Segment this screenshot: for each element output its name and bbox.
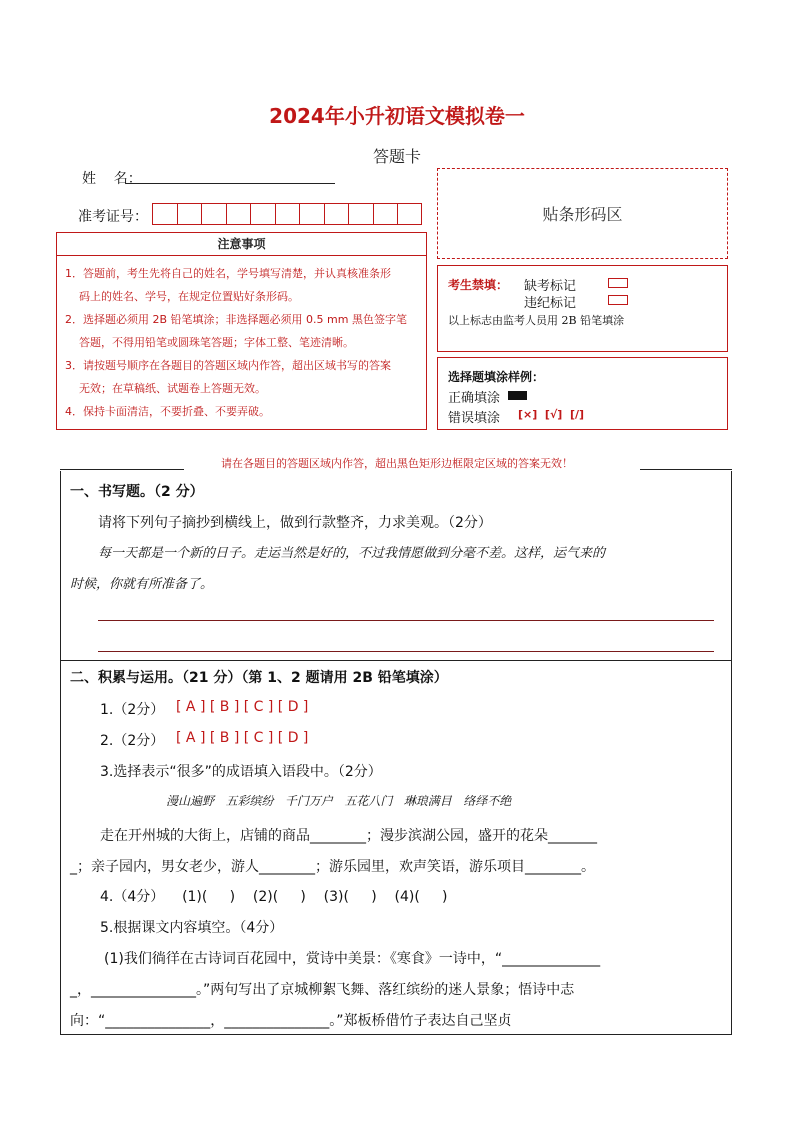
- writing-answer-line[interactable]: [98, 651, 714, 652]
- notice-item: 答题，不得用铅笔或圆珠笔答题；字体工整、笔迹清晰。: [79, 336, 354, 349]
- writing-answer-line[interactable]: [98, 620, 714, 621]
- id-digit-box[interactable]: [275, 203, 300, 225]
- notice-box: [56, 232, 427, 430]
- id-digit-box[interactable]: [299, 203, 324, 225]
- q5-line1: (1)我们徜徉在古诗词百花园中，赏诗中美景：《寒食》一诗中，“______________: [104, 951, 601, 967]
- warning-line-left: [60, 469, 184, 470]
- absent-mark-label: 缺考标记: [524, 279, 577, 294]
- notice-item: 无效；在草稿纸、试题卷上答题无效。: [79, 382, 266, 395]
- idiom-choices: 漫山遍野 五彩缤纷 千门万户 五花八门 琳琅满目 络绎不绝: [166, 794, 512, 808]
- violation-mark-label: 违纪标记: [524, 296, 577, 311]
- warning-line-right: [640, 469, 732, 470]
- q3-prompt: 3.选择表示“很多”的成语填入语段中。（2分）: [100, 764, 382, 780]
- answer-area-warning: 请在各题目的答题区域内作答，超出黑色矩形边框限定区域的答案无效！: [221, 457, 573, 470]
- q3-paragraph-line2: _；亲子园内，男女老少，游人________；游乐园里，欢声笑语，游乐项目________。: [70, 859, 595, 875]
- sample-title: 选择题填涂样例：: [448, 370, 545, 384]
- wrong-fill-label: 错误填涂: [448, 411, 501, 426]
- fill-sample-box: [437, 357, 728, 430]
- section-accumulation-heading: 二、积累与运用。（21 分）（第 1、2 题请用 2B 铅笔填涂）: [70, 670, 448, 686]
- id-digit-box[interactable]: [324, 203, 349, 225]
- id-digit-box[interactable]: [373, 203, 398, 225]
- writing-instruction: 请将下列句子摘抄到横线上，做到行款整齐，力求美观。（2分）: [98, 515, 492, 531]
- id-digit-box[interactable]: [348, 203, 373, 225]
- id-digit-box[interactable]: [397, 203, 422, 225]
- q2-options[interactable]: [ A ] [ B ] [ C ] [ D ]: [176, 730, 309, 746]
- correct-fill-label: 正确填涂: [448, 391, 501, 406]
- q5-prompt: 5.根据课文内容填空。（4分）: [100, 920, 284, 936]
- q1-score: 1.（2分）: [100, 702, 165, 718]
- q1-options[interactable]: [ A ] [ B ] [ C ] [ D ]: [176, 699, 309, 715]
- forbidden-label: 考生禁填：: [448, 278, 509, 292]
- notice-item: 3．请按题号顺序在各题目的答题区域内作答，超出区域书写的答案: [65, 359, 391, 372]
- examinee-forbidden-box: [437, 265, 728, 352]
- id-digit-box[interactable]: [201, 203, 226, 225]
- wrong-fill-marks: [×] [√] [/]: [518, 408, 585, 421]
- exam-title: 2024年小升初语文模拟卷一: [269, 104, 525, 128]
- notice-heading: 注意事项: [57, 233, 426, 256]
- writing-text-line2: 时候，你就有所准备了。: [70, 577, 214, 592]
- answer-sheet-subtitle: 答题卡: [372, 147, 421, 166]
- id-digit-box[interactable]: [250, 203, 275, 225]
- name-label: 姓 名：: [82, 171, 142, 187]
- id-digit-box[interactable]: [226, 203, 251, 225]
- id-digit-box[interactable]: [152, 203, 177, 225]
- barcode-area: [437, 168, 728, 259]
- notice-item: 2．选择题必须用 2B 铅笔填涂；非选择题必须用 0.5 mm 黑色签字笔: [65, 313, 407, 326]
- id-digit-box[interactable]: [177, 203, 202, 225]
- absent-mark-box[interactable]: [608, 278, 628, 288]
- exam-id-label: 准考证号：: [78, 209, 148, 225]
- name-field[interactable]: [126, 167, 335, 184]
- q2-score: 2.（2分）: [100, 733, 165, 749]
- q5-line3: 向：“_______________，_______________。”郑板桥借竹子表达自己坚贞: [70, 1013, 512, 1029]
- notice-item: 码上的姓名、学号，在规定位置贴好条形码。: [79, 290, 299, 303]
- q4-answers[interactable]: 4.（4分） (1)( ) (2)( ) (3)( ) (4)( ): [100, 889, 448, 905]
- notice-item: 4．保持卡面清洁，不要折叠、不要弄破。: [65, 405, 270, 418]
- forbidden-note: 以上标志由监考人员用 2B 铅笔填涂: [448, 314, 625, 327]
- section-writing-heading: 一、书写题。（2 分）: [70, 484, 204, 500]
- writing-text-line1: 每一天都是一个新的日子。走运当然是好的，不过我情愿做到分毫不差。这样，运气来的: [98, 546, 606, 561]
- exam-id-boxes[interactable]: [152, 203, 422, 225]
- barcode-area-label: 贴条形码区: [542, 205, 623, 224]
- q5-line2: _，_______________。”两句写出了京城柳絮飞舞、落红缤纷的迷人景象；悟诗中志: [70, 982, 575, 998]
- notice-item: 1．答题前，考生先将自己的姓名，学号填写清楚，并认真核准条形: [65, 267, 391, 280]
- violation-mark-box[interactable]: [608, 295, 628, 305]
- filled-mark-sample: [508, 391, 527, 400]
- q3-paragraph-line1: 走在开州城的大街上，店铺的商品________；漫步滨湖公园，盛开的花朵_______: [100, 828, 597, 844]
